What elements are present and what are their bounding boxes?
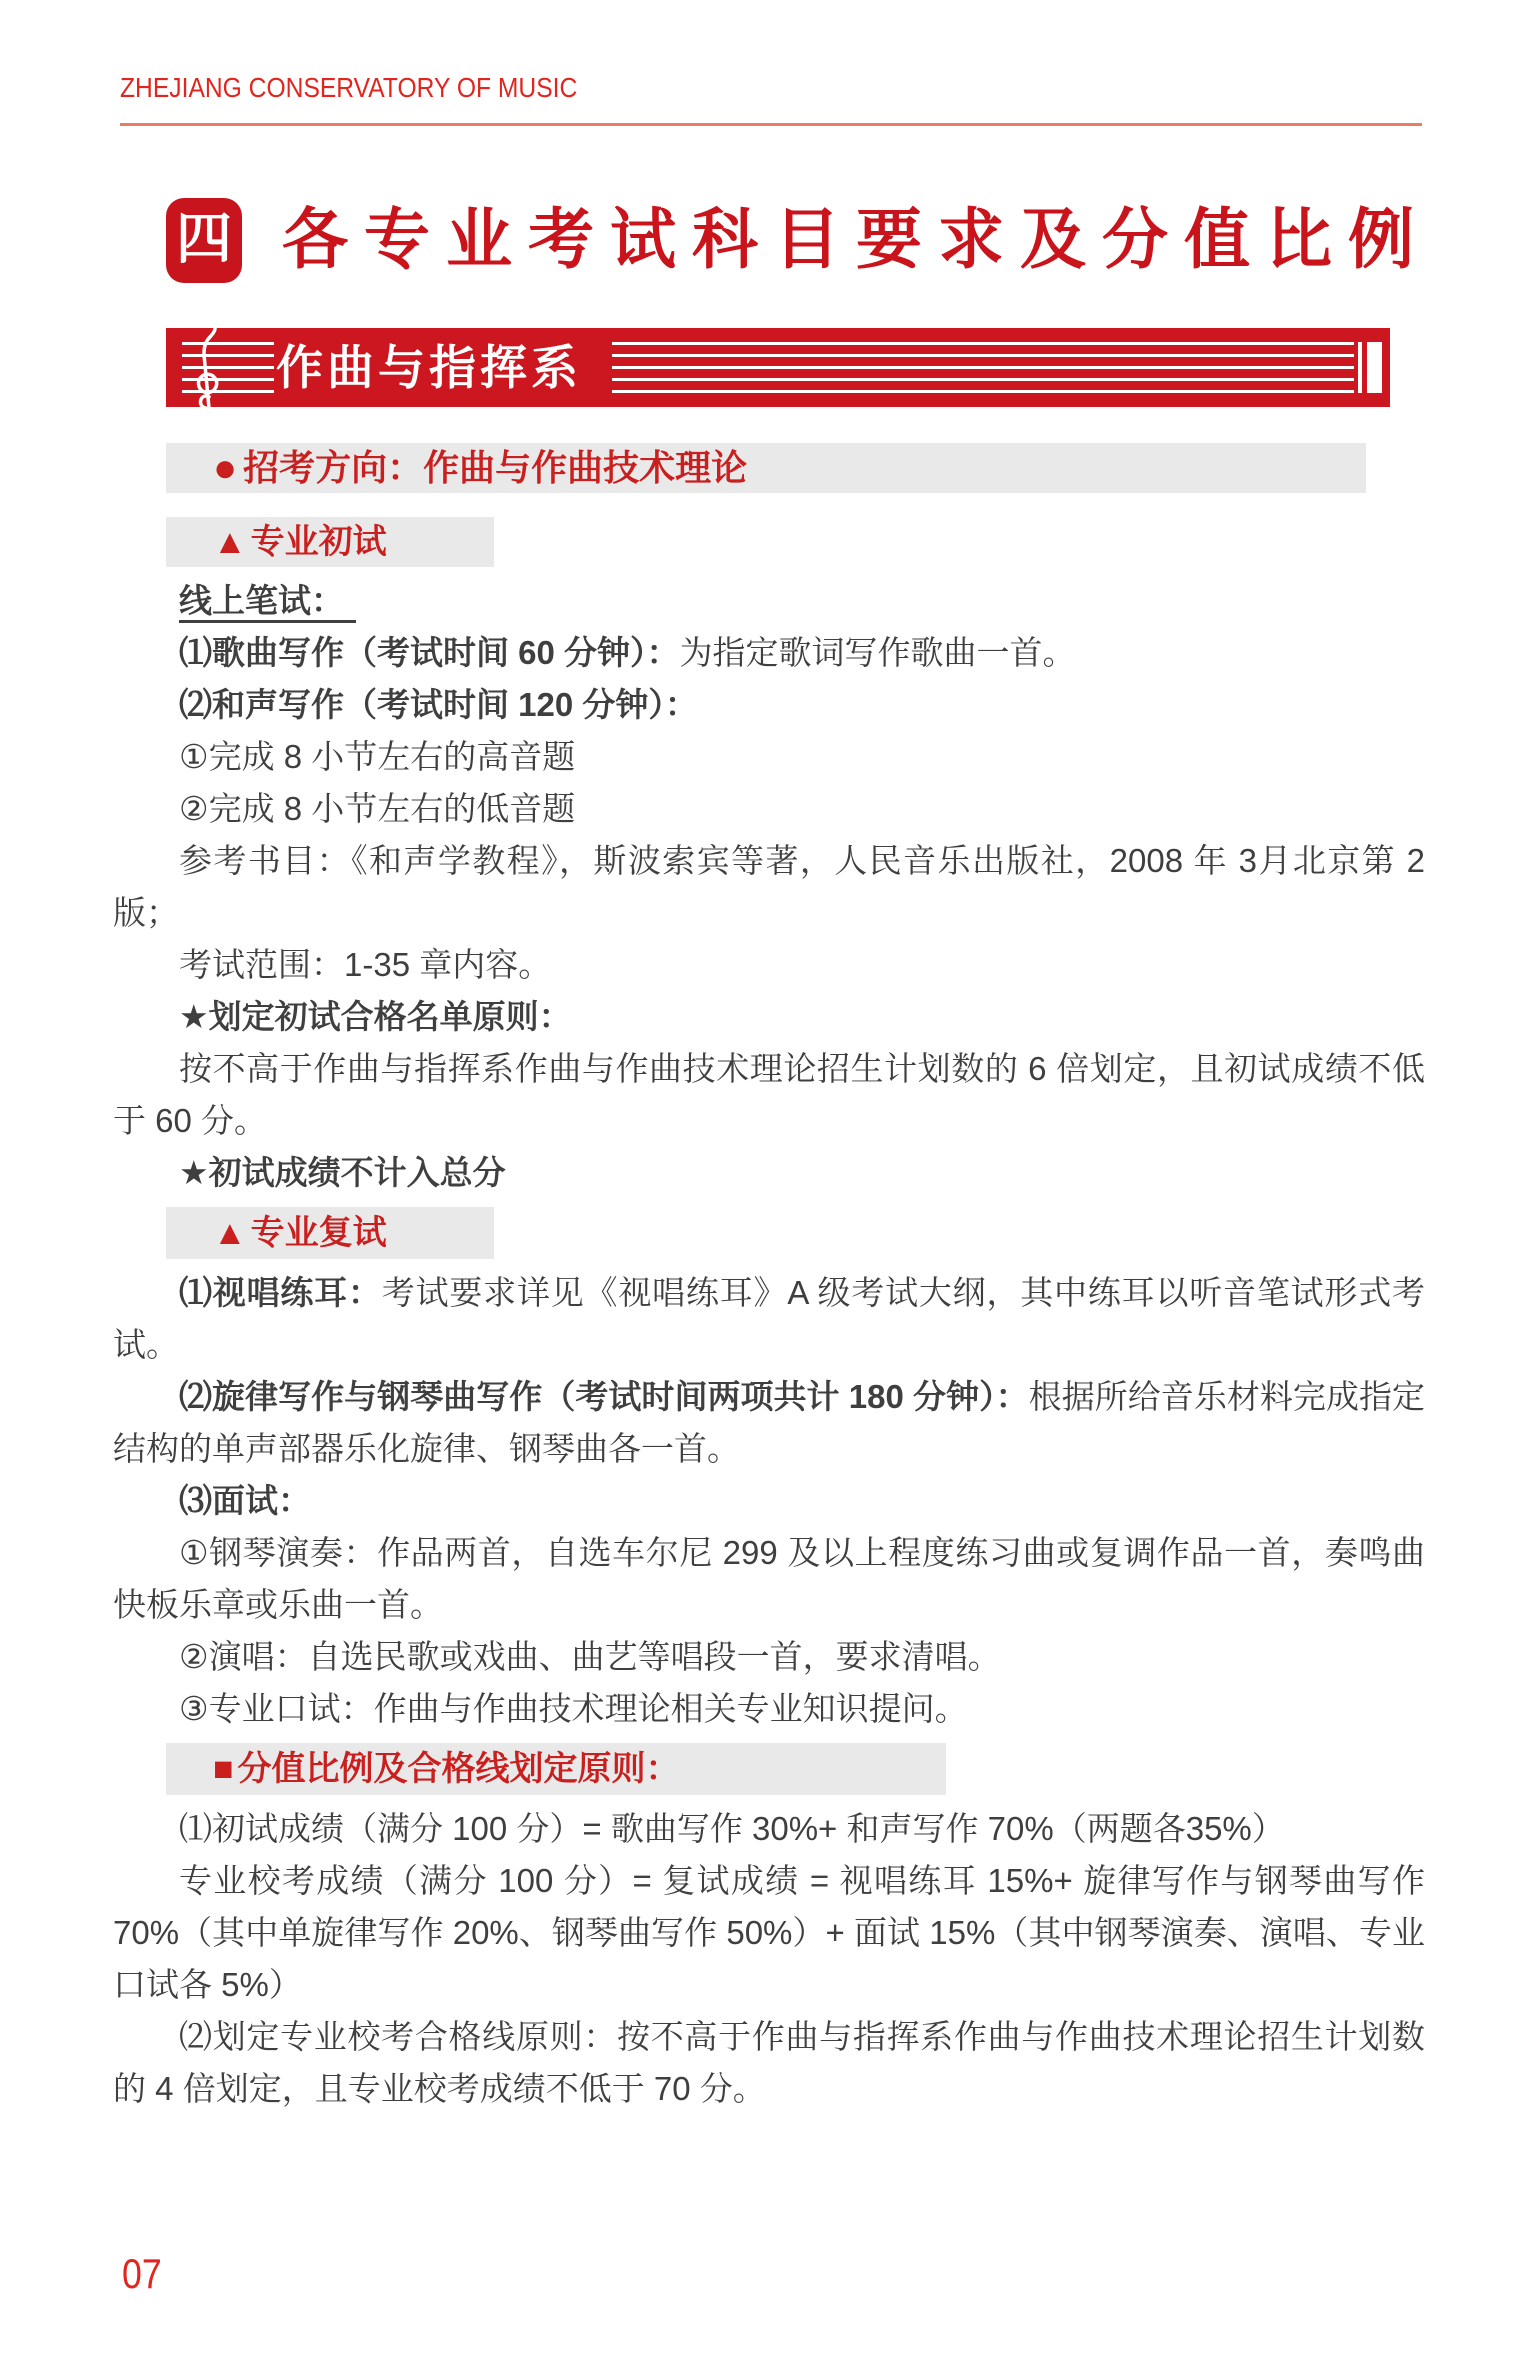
paragraph-online-written-test [113,575,1425,627]
paragraph-piano-performance [113,1527,1425,1631]
paragraph-text: ②演唱：自选民歌或戏曲、曲艺等唱段一首，要求清唱。 [179,1638,1001,1675]
paragraph-text: 考试范围：1-35 章内容。 [179,946,552,983]
paragraph-lead: ⑴视唱练耳： [179,1274,382,1311]
square-bullet-icon: ■ [213,1750,234,1788]
paragraph-text: 根据所给音乐材料完成指定结构的单声部器乐化旋律、钢琴曲各一首。 [113,1378,1425,1467]
paragraph-first-test-not-counted [113,1147,1425,1199]
section-header-score-ratio [166,1743,946,1795]
paragraph-melody-piano-writing [113,1371,1425,1475]
page-number: 07 [122,2250,162,2297]
paragraph-harmony-writing [113,679,1425,731]
paragraph-school-exam-score-formula [113,1855,1425,2011]
paragraph-lead: ★划定初试合格名单原则： [179,998,572,1035]
department-title: 作曲与指挥系 [276,341,582,394]
paragraph-oral-test [113,1683,1425,1735]
chapter-title: 各专业考试科目要求及分值比例 [282,204,1430,277]
paragraph-text: 考试要求详见《视唱练耳》A 级考试大纲，其中练耳以听音笔试形式考试。 [113,1274,1426,1363]
final-barline-thin [1358,342,1362,393]
paragraph-lead: 线上笔试： [179,582,356,623]
header-rule [120,123,1422,126]
paragraph-singing [113,1631,1425,1683]
section-header-first-test [166,517,494,567]
paragraph-lead: ★初试成绩不计入总分 [179,1154,506,1191]
treble-clef-icon [188,326,230,410]
paragraph-interview [113,1475,1425,1527]
paragraph-treble-task [113,731,1425,783]
paragraph-text: 按不高于作曲与指挥系作曲与作曲技术理论招生计划数的 6 倍划定，且初试成绩不低于 60 分。 [113,1050,1425,1139]
score-ratio-label: 分值比例及合格线划定原则： [237,1750,680,1788]
paragraph-lead: ⑶面试： [179,1482,311,1519]
paragraph-text: ⑴初试成绩（满分 100 分）= 歌曲写作 30%+ 和声写作 70%（两题各35%） [179,1810,1285,1847]
paragraph-text: ③专业口试：作曲与作曲技术理论相关专业知识提问。 [179,1690,968,1727]
paragraph-text: ②完成 8 小节左右的低音题 [179,790,576,827]
brand-name: ZHEJIANG CONSERVATORY OF MUSIC [120,72,578,103]
paragraph-song-writing [113,627,1425,679]
paragraph-passline-rule [113,2011,1425,2115]
paragraph-bass-task [113,783,1425,835]
paragraph-shortlist-detail [113,1043,1425,1147]
bullet-circle-icon: ● [213,446,238,490]
paragraph-text: ⑵划定专业校考合格线原则：按不高于作曲与指挥系作曲与作曲技术理论招生计划数的 4 倍划定，且专业校考成绩不低于 70 分。 [113,2018,1425,2107]
paragraph-text: 专业校考成绩（满分 100 分）= 复试成绩 = 视唱练耳 15%+ 旋律写作与钢琴曲写作 70%（其中单旋律写作 20%、钢琴曲写作 50%）+ 面试 15%（其中钢琴演奏、演唱、专业口试各 5%） [113,1862,1425,2003]
triangle-icon: ▲ [213,523,247,561]
first-test-label: 专业初试 [250,523,387,561]
retest-label: 专业复试 [250,1214,387,1252]
paragraph-lead: ⑵和声写作（考试时间 120 分钟）： [179,686,698,723]
paragraph-first-test-score-formula [113,1803,1425,1855]
section-header-direction [166,443,1366,493]
paragraph-lead: ⑴歌曲写作（考试时间 60 分钟）： [179,634,680,671]
section-header-retest [166,1207,494,1259]
content-area [113,443,1425,2115]
paragraph-first-test-shortlist-rule [113,991,1425,1043]
paragraph-text: 参考书目：《和声学教程》，斯波索宾等著，人民音乐出版社，2008 年 3月北京第 2 版； [113,842,1425,931]
paragraph-text: ①钢琴演奏：作品两首，自选车尔尼 299 及以上程度练习曲或复调作品一首，奏鸣曲快板乐章或乐曲一首。 [113,1534,1425,1623]
chapter-number-badge: 四 [166,198,242,283]
final-barline-thick [1367,342,1382,393]
triangle-icon: ▲ [213,1214,247,1252]
paragraph-exam-scope [113,939,1425,991]
paragraph-sight-singing [113,1267,1425,1371]
department-banner [166,328,1390,407]
staff-lines-right [612,342,1354,393]
paragraph-text: ①完成 8 小节左右的高音题 [179,738,576,775]
paragraph-text: 为指定歌词写作歌曲一首。 [679,634,1076,671]
paragraph-reference-books [113,835,1425,939]
paragraph-lead: ⑵旋律写作与钢琴曲写作（考试时间两项共计 180 分钟）： [179,1378,1029,1415]
direction-label: 招考方向：作曲与作曲技术理论 [243,447,748,488]
